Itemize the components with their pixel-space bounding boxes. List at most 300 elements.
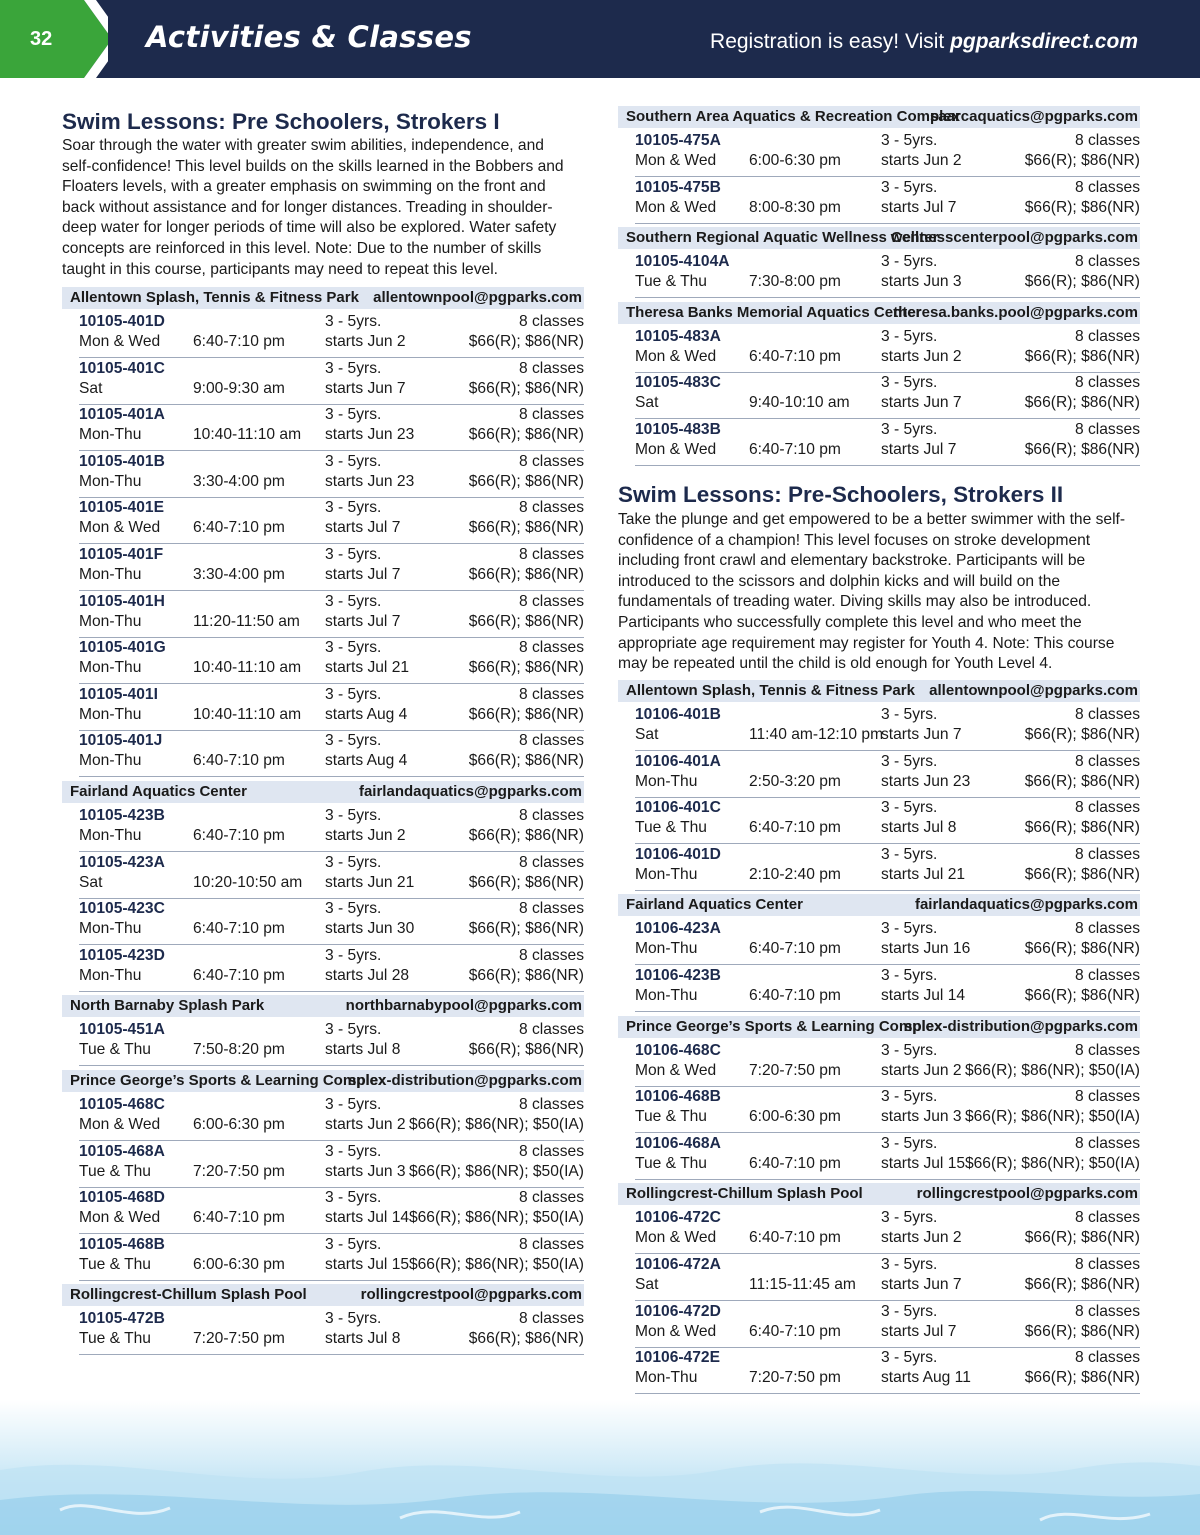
class-code[interactable]: 10105-468A [79, 1142, 165, 1160]
class-row [79, 498, 584, 544]
class-days: Mon & Wed [635, 347, 717, 365]
class-code[interactable]: 10105-468B [79, 1235, 165, 1253]
class-row [79, 592, 584, 638]
class-start-date: starts Jun 23 [325, 426, 415, 444]
class-count: 8 classes [518, 1235, 584, 1253]
class-code[interactable]: 10106-401A [635, 752, 721, 770]
class-time: 10:40-11:10 am [193, 705, 302, 723]
class-time: 6:40-7:10 pm [749, 441, 841, 458]
class-fee: $66(R); $86(NR); $50(IA) [964, 1061, 1140, 1079]
class-age-range: 3 - 5yrs. [881, 1256, 938, 1273]
class-days: Tue & Thu [79, 1162, 151, 1180]
class-days: Mon & Wed [635, 1322, 717, 1340]
class-age-range: 3 - 5yrs. [881, 799, 938, 817]
class-fee: $66(R); $86(NR) [468, 752, 584, 770]
class-start-date: starts Jul 21 [325, 659, 410, 677]
location-header [618, 106, 1140, 128]
class-start-date: starts Jul 8 [325, 1330, 401, 1348]
class-count: 8 classes [1074, 1209, 1140, 1227]
class-time: 9:00-9:30 am [193, 379, 285, 397]
class-age-range: 3 - 5yrs. [325, 452, 382, 470]
class-row [79, 1095, 584, 1141]
class-days: Mon-Thu [79, 752, 142, 770]
class-time: 11:15-11:45 am [749, 1276, 856, 1293]
class-start-date: starts Jun 2 [881, 1229, 962, 1247]
class-fee: $66(R); $86(NR) [468, 966, 584, 984]
class-row [79, 638, 584, 684]
class-code[interactable]: 10106-401B [635, 706, 721, 723]
class-count: 8 classes [518, 807, 584, 824]
class-fee: $66(R); $86(NR) [468, 873, 584, 891]
class-days: Mon-Thu [635, 1369, 698, 1387]
class-start-date: starts Jun 7 [325, 379, 406, 397]
class-code[interactable]: 10105-401C [79, 359, 165, 377]
class-row [79, 853, 584, 899]
class-start-date: starts Jul 8 [881, 819, 957, 837]
class-age-range: 3 - 5yrs. [325, 685, 382, 703]
class-days: Mon-Thu [79, 966, 142, 984]
class-start-date: starts Jun 3 [881, 1108, 962, 1126]
class-code[interactable]: 10105-451A [79, 1021, 165, 1039]
class-age-range: 3 - 5yrs. [325, 1142, 382, 1160]
class-fee: $66(R); $86(NR) [1024, 152, 1140, 169]
class-count: 8 classes [1074, 799, 1140, 817]
class-row [635, 705, 1140, 751]
class-code[interactable]: 10105-4104A [635, 253, 730, 271]
class-start-date: starts Jul 15 [325, 1255, 410, 1273]
class-count: 8 classes [518, 546, 584, 563]
class-code[interactable]: 10105-468C [79, 1096, 165, 1113]
location-header [618, 1183, 1140, 1205]
location-name: Fairland Aquatics Center [70, 783, 247, 800]
class-fee: $66(R); $86(NR) [1024, 1276, 1140, 1293]
class-fee: $66(R); $86(NR) [468, 519, 584, 537]
class-code[interactable]: 10105-475B [635, 178, 721, 196]
class-count: 8 classes [1074, 178, 1140, 196]
strokers-i-description: Soar through the water with greater swim abilities, independence, and self-confidence! This level builds on the skills learned in the Bobbers and Floaters levels, with a greater emphasis on swimming on the front and back without assistance and for longer distances. Treading in shoulder-deep water for longer periods of time will also be explored. Water safety concepts are reinforced in this level. Note: Due to the number of skills taught in this course, participants may need to repeat this level. [62, 137, 564, 278]
location-name: Prince George’s Sports & Learning Complex [626, 1017, 943, 1035]
class-fee: $66(R); $86(NR); $50(IA) [408, 1209, 584, 1227]
location-email-link[interactable]: wellnesscenterpool@pgparks.com [890, 229, 1138, 247]
class-count: 8 classes [1074, 845, 1140, 863]
class-days: Tue & Thu [79, 1041, 151, 1059]
location-email-link[interactable]: fairlandaquatics@pgparks.com [358, 783, 582, 800]
class-code[interactable]: 10105-401J [79, 732, 163, 750]
class-count: 8 classes [518, 732, 584, 750]
class-code[interactable]: 10105-483A [635, 327, 721, 345]
class-fee: $66(R); $86(NR) [468, 920, 584, 938]
class-row [79, 312, 584, 358]
class-fee: $66(R); $86(NR) [1024, 940, 1140, 958]
location-name: Fairland Aquatics Center [626, 896, 803, 914]
class-fee: $66(R); $86(NR) [1024, 273, 1140, 291]
class-code[interactable]: 10106-472D [635, 1302, 721, 1320]
class-time: 8:00-8:30 pm [749, 198, 841, 216]
class-age-range: 3 - 5yrs. [325, 359, 382, 377]
class-code[interactable]: 10105-472B [79, 1310, 165, 1328]
location-name: Allentown Splash, Tennis & Fitness Park [626, 682, 915, 699]
class-time: 11:20-11:50 am [193, 612, 300, 630]
location-name: Southern Area Aquatics & Recreation Complex [626, 108, 960, 125]
class-days: Mon & Wed [79, 333, 161, 350]
class-row [79, 1235, 584, 1281]
class-count: 8 classes [518, 313, 584, 330]
class-fee: $66(R); $86(NR) [468, 472, 584, 490]
location-name: Theresa Banks Memorial Aquatics Center [626, 303, 922, 321]
class-code[interactable]: 10105-483B [635, 421, 721, 438]
class-code[interactable]: 10105-401G [79, 639, 166, 657]
class-row [635, 798, 1140, 844]
class-fee: $66(R); $86(NR) [1024, 1229, 1140, 1247]
class-count: 8 classes [518, 1310, 584, 1328]
class-start-date: starts Jun 2 [325, 1116, 406, 1133]
class-code[interactable]: 10105-423D [79, 946, 165, 964]
class-fee: $66(R); $86(NR); $50(IA) [408, 1255, 584, 1273]
class-time: 7:20-7:50 pm [193, 1330, 285, 1348]
class-code[interactable]: 10106-423A [635, 920, 721, 938]
class-days: Sat [79, 873, 103, 891]
class-row [635, 327, 1140, 373]
registration-link[interactable]: pgparksdirect.com [950, 30, 1138, 53]
class-code[interactable]: 10105-423A [79, 853, 165, 871]
class-start-date: starts Jun 7 [881, 726, 962, 743]
class-fee: $66(R); $86(NR) [468, 426, 584, 444]
class-days: Mon-Thu [79, 566, 142, 583]
class-time: 6:40-7:10 pm [749, 987, 841, 1004]
location-name: Allentown Splash, Tennis & Fitness Park [70, 289, 359, 306]
class-count: 8 classes [1074, 706, 1140, 723]
class-start-date: starts Jul 14 [325, 1209, 410, 1227]
location-email-link[interactable]: rollingcrestpool@pgparks.com [916, 1185, 1138, 1203]
location-email-link[interactable]: fairlandaquatics@pgparks.com [914, 896, 1138, 914]
class-row [635, 1348, 1140, 1394]
class-count: 8 classes [1074, 1134, 1140, 1152]
class-count: 8 classes [518, 1096, 584, 1113]
class-fee: $66(R); $86(NR) [1024, 726, 1140, 743]
location-header [618, 227, 1140, 249]
class-code[interactable]: 10106-472C [635, 1209, 721, 1227]
class-time: 7:20-7:50 pm [749, 1369, 841, 1387]
location-name: Rollingcrest-Chillum Splash Pool [70, 1286, 307, 1304]
class-fee: $66(R); $86(NR); $50(IA) [964, 1108, 1140, 1126]
registration-notice [710, 30, 1138, 54]
class-fee: $66(R); $86(NR) [1024, 441, 1140, 458]
class-time: 6:40-7:10 pm [749, 819, 841, 837]
class-fee: $66(R); $86(NR) [468, 566, 584, 583]
class-days: Tue & Thu [79, 1330, 151, 1348]
class-code[interactable]: 10106-472E [635, 1349, 720, 1367]
class-count: 8 classes [518, 946, 584, 964]
class-start-date: starts Aug 4 [325, 705, 408, 723]
location-email-link[interactable]: rollingcrestpool@pgparks.com [360, 1286, 582, 1304]
class-days: Mon-Thu [635, 987, 698, 1004]
class-age-range: 3 - 5yrs. [325, 946, 382, 964]
class-code[interactable]: 10106-472A [635, 1256, 721, 1273]
location-name: Southern Regional Aquatic Wellness Center [626, 229, 939, 247]
page-header [0, 0, 1200, 78]
class-row [79, 806, 584, 852]
class-days: Mon-Thu [79, 612, 142, 630]
class-age-range: 3 - 5yrs. [881, 132, 938, 149]
class-days: Mon & Wed [79, 519, 161, 537]
class-age-range: 3 - 5yrs. [881, 1088, 938, 1106]
class-age-range: 3 - 5yrs. [325, 900, 382, 918]
class-time: 6:40-7:10 pm [193, 920, 285, 938]
class-row [635, 178, 1140, 224]
class-count: 8 classes [1074, 132, 1140, 149]
class-row [79, 359, 584, 405]
location-header [62, 1070, 584, 1092]
class-fee: $66(R); $86(NR) [1024, 772, 1140, 790]
class-days: Mon-Thu [635, 940, 698, 958]
class-start-date: starts Jun 2 [881, 152, 962, 169]
location-email-link[interactable]: theresa.banks.pool@pgparks.com [893, 303, 1138, 321]
class-row [635, 845, 1140, 891]
class-row [79, 946, 584, 992]
class-code[interactable]: 10106-401C [635, 799, 721, 817]
class-days: Mon & Wed [635, 441, 717, 458]
class-row [635, 919, 1140, 965]
class-row [635, 252, 1140, 298]
class-start-date: starts Jul 8 [325, 1041, 401, 1059]
class-row [635, 373, 1140, 419]
class-row [635, 1134, 1140, 1180]
class-days: Tue & Thu [635, 1154, 707, 1172]
class-start-date: starts Jul 7 [325, 612, 401, 630]
class-code[interactable]: 10105-483C [635, 374, 721, 392]
class-age-range: 3 - 5yrs. [325, 853, 382, 871]
class-code[interactable]: 10105-401I [79, 685, 158, 703]
strokers-ii-title: Swim Lessons: Pre-Schoolers, Strokers II [618, 482, 1064, 507]
class-start-date: starts Jul 14 [881, 987, 966, 1004]
location-email-link[interactable]: allentownpool@pgparks.com [373, 289, 582, 306]
class-days: Mon-Thu [79, 426, 142, 444]
class-count: 8 classes [518, 592, 584, 610]
class-age-range: 3 - 5yrs. [881, 845, 938, 863]
class-age-range: 3 - 5yrs. [881, 1302, 938, 1320]
class-age-range: 3 - 5yrs. [881, 920, 938, 938]
class-start-date: starts Jun 3 [881, 273, 962, 291]
class-code[interactable]: 10105-401H [79, 592, 165, 610]
location-name: North Barnaby Splash Park [70, 997, 265, 1015]
class-code[interactable]: 10105-401A [79, 406, 165, 424]
class-count: 8 classes [1074, 1088, 1140, 1106]
class-row [79, 1020, 584, 1066]
location-email-link[interactable]: splex-distribution@pgparks.com [904, 1017, 1138, 1035]
class-row [79, 1309, 584, 1355]
class-age-range: 3 - 5yrs. [325, 313, 382, 330]
class-time: 3:30-4:00 pm [193, 566, 285, 583]
class-count: 8 classes [518, 900, 584, 918]
class-fee: $66(R); $86(NR) [1024, 394, 1140, 412]
class-row [79, 405, 584, 451]
location-header [618, 894, 1140, 916]
location-email-link[interactable]: saarcaquatics@pgparks.com [929, 108, 1138, 125]
class-start-date: starts Jun 7 [881, 1276, 962, 1293]
class-count: 8 classes [1074, 327, 1140, 345]
class-fee: $66(R); $86(NR) [1024, 1369, 1140, 1387]
class-row [635, 1208, 1140, 1254]
class-row [635, 1041, 1140, 1087]
class-time: 6:40-7:10 pm [193, 333, 285, 350]
class-start-date: starts Jun 2 [325, 333, 406, 350]
class-age-range: 3 - 5yrs. [325, 1189, 382, 1207]
class-time: 6:40-7:10 pm [749, 347, 841, 365]
class-code[interactable]: 10105-401B [79, 452, 165, 470]
class-time: 6:40-7:10 pm [193, 752, 285, 770]
class-count: 8 classes [1074, 1256, 1140, 1273]
class-age-range: 3 - 5yrs. [325, 1021, 382, 1039]
location-header [62, 1284, 584, 1306]
class-age-range: 3 - 5yrs. [325, 732, 382, 750]
class-count: 8 classes [518, 499, 584, 517]
class-days: Tue & Thu [635, 1108, 707, 1126]
class-time: 7:20-7:50 pm [749, 1061, 841, 1079]
class-count: 8 classes [518, 1142, 584, 1160]
class-code[interactable]: 10105-401F [79, 546, 164, 563]
class-count: 8 classes [1074, 920, 1140, 938]
class-fee: $66(R); $86(NR) [1024, 865, 1140, 883]
class-time: 11:40 am-12:10 pm [749, 726, 884, 743]
class-row [79, 452, 584, 498]
class-start-date: starts Jun 23 [881, 772, 971, 790]
class-days: Mon & Wed [635, 1061, 717, 1079]
class-days: Mon-Thu [79, 705, 142, 723]
location-header [618, 302, 1140, 324]
class-time: 6:40-7:10 pm [193, 827, 285, 844]
class-fee: $66(R); $86(NR) [468, 1041, 584, 1059]
location-name: Rollingcrest-Chillum Splash Pool [626, 1185, 863, 1203]
class-time: 6:00-6:30 pm [749, 152, 841, 169]
class-age-range: 3 - 5yrs. [325, 592, 382, 610]
class-time: 6:40-7:10 pm [193, 966, 285, 984]
location-email-link[interactable]: allentownpool@pgparks.com [929, 682, 1138, 699]
location-email-link[interactable]: northbarnabypool@pgparks.com [345, 997, 582, 1015]
class-count: 8 classes [1074, 421, 1140, 438]
class-time: 6:40-7:10 pm [193, 1209, 285, 1227]
class-start-date: starts Jun 2 [881, 347, 962, 365]
class-fee: $66(R); $86(NR) [468, 1330, 584, 1348]
class-age-range: 3 - 5yrs. [325, 499, 382, 517]
location-header [62, 287, 584, 309]
class-days: Mon & Wed [79, 1209, 161, 1227]
class-age-range: 3 - 5yrs. [325, 1096, 382, 1113]
class-start-date: starts Jun 16 [881, 940, 971, 958]
class-age-range: 3 - 5yrs. [325, 546, 382, 563]
class-time: 10:40-11:10 am [193, 659, 302, 677]
class-fee: $66(R); $86(NR) [468, 659, 584, 677]
class-time: 7:50-8:20 pm [193, 1041, 285, 1059]
class-age-range: 3 - 5yrs. [881, 752, 938, 770]
class-time: 6:00-6:30 pm [193, 1255, 285, 1273]
class-days: Tue & Thu [79, 1255, 151, 1273]
class-count: 8 classes [1074, 1302, 1140, 1320]
class-age-range: 3 - 5yrs. [325, 1310, 382, 1328]
class-age-range: 3 - 5yrs. [325, 639, 382, 657]
class-code[interactable]: 10106-423B [635, 967, 721, 984]
class-start-date: starts Aug 4 [325, 752, 408, 770]
class-code[interactable]: 10106-468A [635, 1134, 721, 1152]
class-row [635, 1302, 1140, 1348]
class-row [79, 685, 584, 731]
class-fee: $66(R); $86(NR) [1024, 1322, 1140, 1340]
class-code[interactable]: 10105-401E [79, 499, 164, 517]
class-fee: $66(R); $86(NR) [468, 612, 584, 630]
class-count: 8 classes [518, 1189, 584, 1207]
class-code[interactable]: 10106-468B [635, 1088, 721, 1106]
class-time: 10:20-10:50 am [193, 873, 303, 891]
class-row [635, 1255, 1140, 1301]
class-days: Mon-Thu [79, 920, 142, 938]
registration-text: Registration is easy! Visit [710, 30, 945, 53]
class-count: 8 classes [1074, 253, 1140, 271]
class-code[interactable]: 10105-468D [79, 1189, 165, 1207]
class-days: Mon & Wed [635, 1229, 717, 1247]
class-days: Mon-Thu [79, 472, 142, 490]
class-start-date: starts Jun 2 [881, 1061, 962, 1079]
class-start-date: starts Jul 7 [881, 1322, 957, 1340]
water-decoration [0, 1400, 1200, 1535]
class-time: 6:40-7:10 pm [193, 519, 285, 537]
class-count: 8 classes [1074, 752, 1140, 770]
class-start-date: starts Jul 15 [881, 1154, 966, 1172]
class-code[interactable]: 10106-401D [635, 845, 721, 863]
class-count: 8 classes [518, 406, 584, 424]
class-days: Sat [635, 394, 659, 412]
class-row [635, 131, 1140, 177]
class-code[interactable]: 10105-423B [79, 807, 165, 824]
class-age-range: 3 - 5yrs. [881, 253, 938, 271]
class-row [79, 1142, 584, 1188]
class-row [79, 731, 584, 777]
class-time: 3:30-4:00 pm [193, 472, 285, 490]
class-days: Mon-Thu [635, 772, 698, 790]
location-name: Prince George’s Sports & Learning Complex [70, 1072, 387, 1089]
class-start-date: starts Jun 7 [881, 394, 962, 412]
class-count: 8 classes [518, 1021, 584, 1039]
class-age-range: 3 - 5yrs. [325, 406, 382, 424]
strokers-i-title: Swim Lessons: Pre Schoolers, Strokers I [62, 109, 500, 134]
class-age-range: 3 - 5yrs. [881, 374, 938, 392]
class-fee: $66(R); $86(NR) [468, 333, 584, 350]
class-fee: $66(R); $86(NR) [1024, 347, 1140, 365]
class-code[interactable]: 10105-475A [635, 132, 721, 149]
class-row [79, 1188, 584, 1234]
location-header [62, 781, 584, 803]
class-code[interactable]: 10105-401D [79, 313, 165, 330]
class-count: 8 classes [518, 685, 584, 703]
class-fee: $66(R); $86(NR) [468, 827, 584, 844]
class-row [79, 899, 584, 945]
class-age-range: 3 - 5yrs. [881, 1349, 938, 1367]
class-code[interactable]: 10106-468C [635, 1041, 721, 1059]
class-count: 8 classes [1074, 967, 1140, 984]
class-fee: $66(R); $86(NR); $50(IA) [408, 1116, 584, 1133]
location-email-link[interactable]: splex-distribution@pgparks.com [348, 1072, 582, 1089]
class-row [635, 966, 1140, 1012]
section-title: Activities & Classes [146, 20, 472, 54]
class-time: 6:40-7:10 pm [749, 1322, 841, 1340]
class-count: 8 classes [1074, 1349, 1140, 1367]
class-days: Tue & Thu [635, 819, 707, 837]
location-header [62, 995, 584, 1017]
class-start-date: starts Jul 7 [881, 198, 957, 216]
class-row [635, 420, 1140, 466]
class-age-range: 3 - 5yrs. [881, 178, 938, 196]
class-fee: $66(R); $86(NR); $50(IA) [408, 1162, 584, 1180]
class-age-range: 3 - 5yrs. [325, 807, 382, 824]
class-code[interactable]: 10105-423C [79, 900, 165, 918]
